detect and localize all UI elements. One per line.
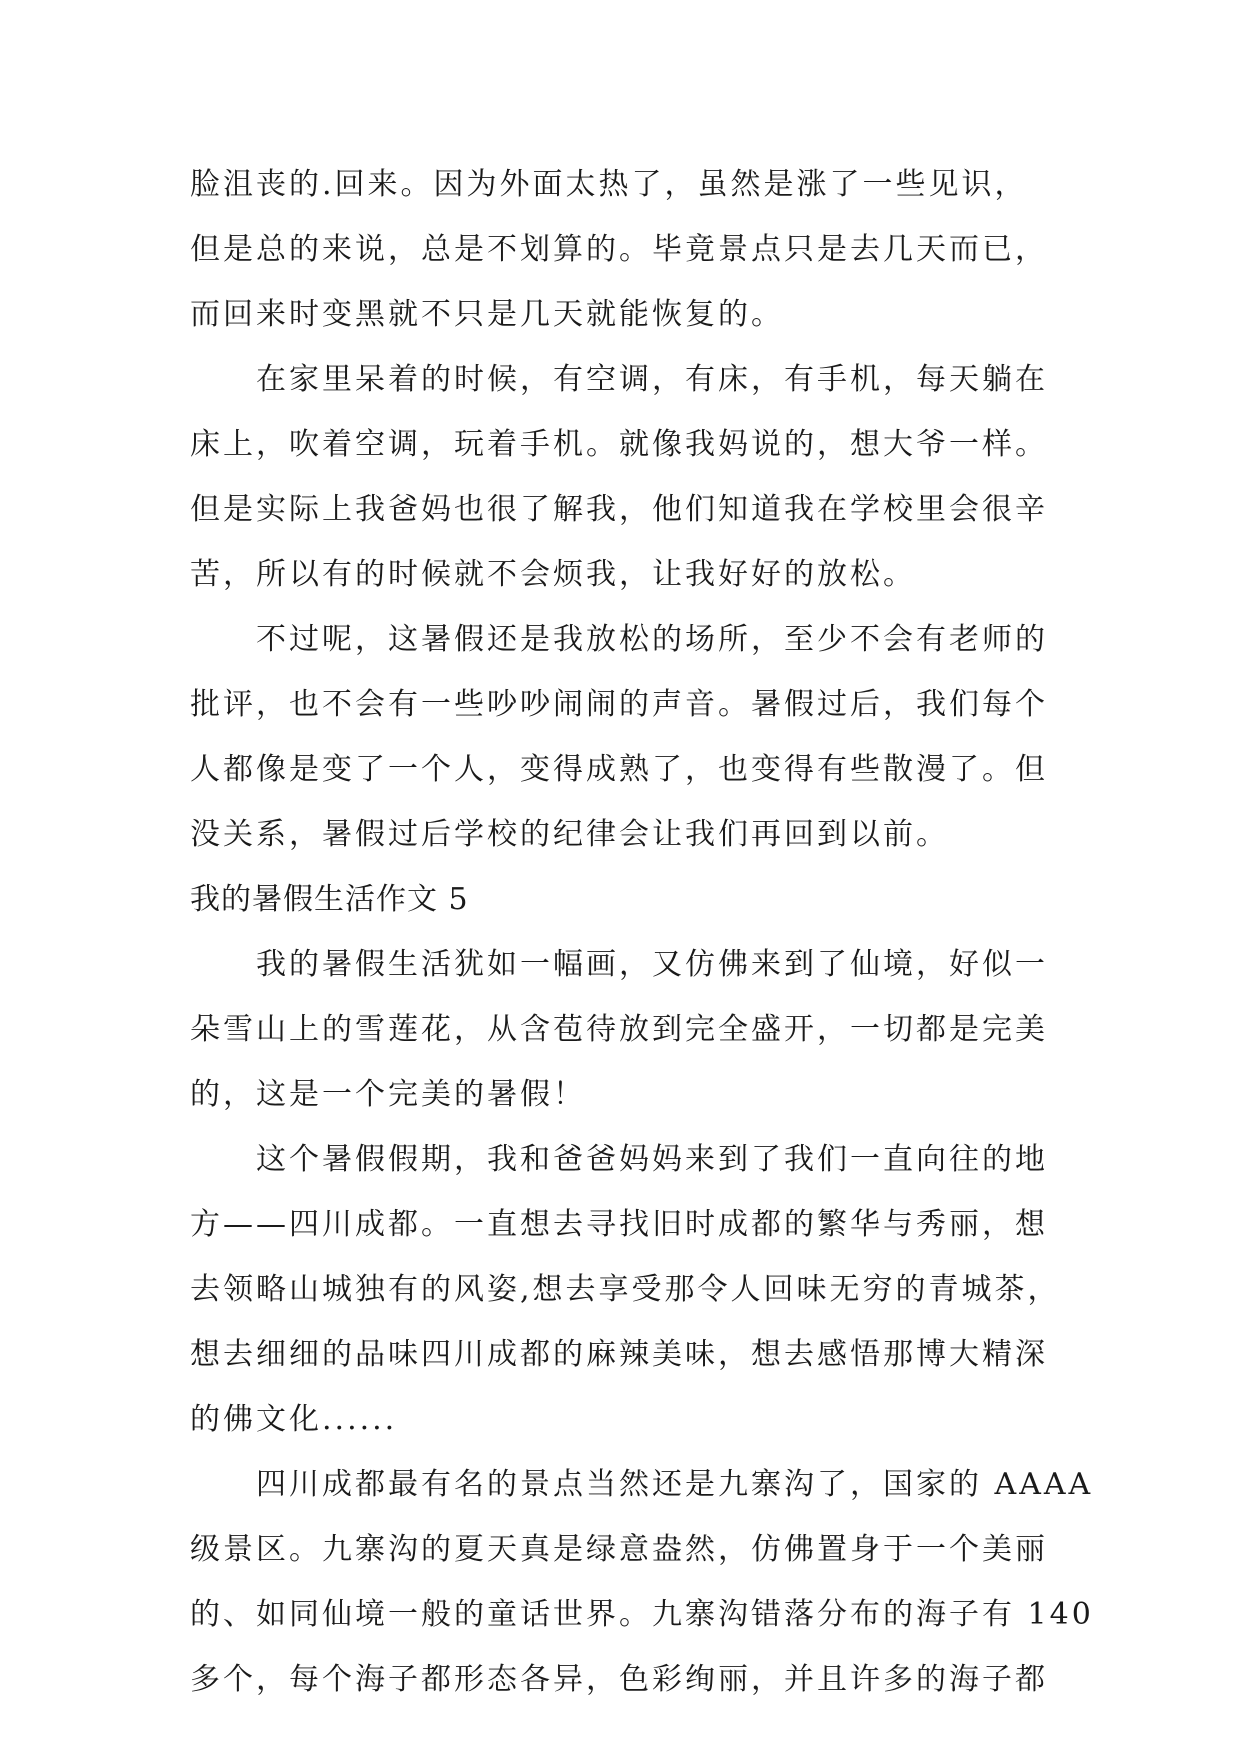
text-line: 想去细细的品味四川成都的麻辣美味，想去感悟那博大精深 xyxy=(190,1337,1048,1372)
text-line: 人都像是变了一个人，变得成熟了，也变得有些散漫了。但 xyxy=(190,752,1048,787)
text-line: 没关系，暑假过后学校的纪律会让我们再回到以前。 xyxy=(190,817,949,852)
section-heading: 我的暑假生活作文 5 xyxy=(190,882,469,917)
text-line: 级景区。九寨沟的夏天真是绿意盎然，仿佛置身于一个美丽 xyxy=(190,1532,1048,1567)
text-line: 朵雪山上的雪莲花，从含苞待放到完全盛开，一切都是完美 xyxy=(190,1012,1048,1047)
paragraph-start-line: 四川成都最有名的景点当然还是九寨沟了，国家的 AAAA xyxy=(256,1467,1094,1502)
text-line: 的佛文化...... xyxy=(190,1402,398,1437)
document-body xyxy=(190,152,1094,1712)
text-line: 但是总的来说，总是不划算的。毕竟景点只是去几天而已， xyxy=(190,232,1048,267)
text-line: 床上，吹着空调，玩着手机。就像我妈说的，想大爷一样。 xyxy=(190,427,1048,462)
text-line: 脸沮丧的.回来。因为外面太热了，虽然是涨了一些见识， xyxy=(190,167,1028,202)
text-line: 多个，每个海子都形态各异，色彩绚丽，并且许多的海子都 xyxy=(190,1662,1048,1697)
text-line: 苦，所以有的时候就不会烦我，让我好好的放松。 xyxy=(190,557,916,592)
text-line: 的，这是一个完美的暑假！ xyxy=(190,1077,586,1112)
paragraph-start-line: 不过呢，这暑假还是我放松的场所，至少不会有老师的 xyxy=(256,622,1048,657)
text-line: 但是实际上我爸妈也很了解我，他们知道我在学校里会很辛 xyxy=(190,492,1048,527)
text-line: 方——四川成都。一直想去寻找旧时成都的繁华与秀丽，想 xyxy=(190,1207,1048,1242)
text-line: 而回来时变黑就不只是几天就能恢复的。 xyxy=(190,297,784,332)
text-line: 批评，也不会有一些吵吵闹闹的声音。暑假过后，我们每个 xyxy=(190,687,1048,722)
paragraph-start-line: 在家里呆着的时候，有空调，有床，有手机，每天躺在 xyxy=(256,362,1048,397)
paragraph-start-line: 这个暑假假期，我和爸爸妈妈来到了我们一直向往的地 xyxy=(256,1142,1048,1177)
paragraph-start-line: 我的暑假生活犹如一幅画，又仿佛来到了仙境，好似一 xyxy=(256,947,1048,982)
text-line: 去领略山城独有的风姿,想去享受那令人回味无穷的青城茶， xyxy=(190,1272,1061,1307)
text-line: 的、如同仙境一般的童话世界。九寨沟错落分布的海子有 140 xyxy=(190,1597,1094,1632)
